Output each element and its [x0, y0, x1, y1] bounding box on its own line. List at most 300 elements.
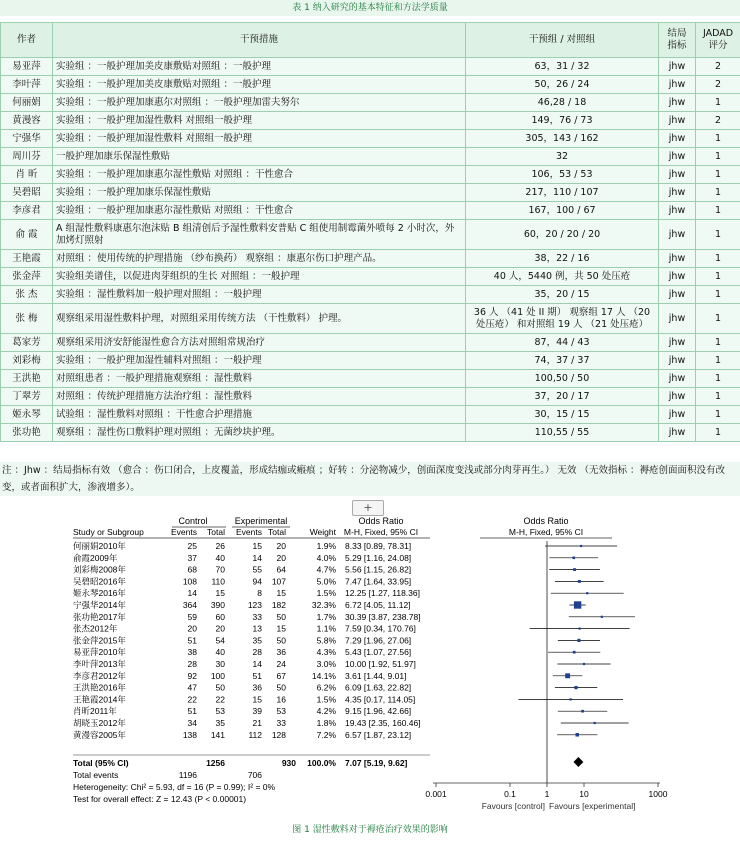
cell-author: 何丽娟: [1, 94, 53, 112]
table-row: [1, 286, 740, 304]
cell-sample: 87，44 / 43: [466, 334, 659, 352]
cell-intervention: 实验组美谱佳，以促进肉芽组织的生长 对照组 ：一般护理: [53, 268, 466, 286]
cell-outcome: jhw: [659, 334, 696, 352]
study-weight: 4.3%: [316, 647, 336, 658]
col-method-right: M-H, Fixed, 95% CI: [508, 527, 584, 537]
study-ci: 5.29 [1.16, 24.08]: [345, 552, 412, 563]
study-weight: 7.2%: [316, 729, 336, 740]
cell-author: 吴碧昭: [1, 184, 53, 202]
cell-author: 黄漫容: [1, 112, 53, 130]
cell-author: 丁翠芳: [1, 388, 53, 406]
control-events: 37: [187, 552, 197, 563]
control-events: 51: [187, 635, 197, 646]
cell-jadad: 1: [696, 250, 740, 268]
control-total: 40: [215, 552, 225, 563]
point-estimate: [570, 698, 572, 700]
experimental-total: 53: [276, 706, 286, 717]
cell-sample: 149，76 / 73: [466, 112, 659, 130]
study-ci: 6.72 [4.05, 11.12]: [345, 600, 411, 610]
control-total: 100: [210, 670, 225, 681]
col-total-experimental: Total: [268, 527, 286, 537]
study-ci: 7.29 [1.96, 27.06]: [345, 635, 412, 646]
point-estimate: [577, 639, 580, 642]
cell-sample: 167，100 / 67: [466, 202, 659, 220]
cell-jadad: 1: [696, 334, 740, 352]
study-ci: 7.59 [0.34, 170.76]: [345, 623, 416, 634]
cell-intervention: 实验组 ：一般护理加康乐保湿性敷贴: [53, 184, 466, 202]
cell-jadad: 1: [696, 424, 740, 442]
forest-marks: [519, 541, 635, 783]
experimental-events: 55: [252, 564, 262, 575]
total-events-control: 1196: [178, 770, 197, 780]
total-weight: 100.0%: [307, 758, 336, 768]
study-weight: 1.5%: [316, 694, 336, 705]
cell-sample: 60，20 / 20 / 20: [466, 220, 659, 250]
control-total: 30: [215, 659, 225, 669]
cell-sample: 305，143 / 162: [466, 130, 659, 148]
control-total: 141: [210, 729, 225, 740]
study-weight: 1.9%: [316, 541, 336, 551]
cell-author: 王洪艳: [1, 370, 53, 388]
cell-jadad: 1: [696, 220, 740, 250]
cell-author: 周川芬: [1, 148, 53, 166]
cell-outcome: jhw: [659, 112, 696, 130]
expand-button[interactable]: +: [352, 500, 384, 516]
study-weight: 4.0%: [316, 552, 336, 563]
study-name: 张功艳2017年: [73, 611, 126, 622]
study-name: 张金萍2015年: [73, 635, 126, 646]
cell-author: 姬永琴: [1, 406, 53, 424]
cell-author: 俞 霞: [1, 220, 53, 250]
cell-sample: 37，20 / 17: [466, 388, 659, 406]
study-name: 胡晓玉2012年: [73, 718, 126, 728]
study-ci: 6.57 [1.87, 23.12]: [345, 729, 412, 740]
point-estimate: [583, 663, 585, 665]
study-weight: 1.1%: [316, 623, 336, 634]
table-row: [1, 304, 740, 334]
total-ci: 7.07 [5.19, 9.62]: [345, 758, 408, 768]
study-ci: 8.33 [0.89, 78.31]: [345, 541, 412, 551]
total-events-label: Total events: [73, 770, 119, 780]
control-events: 47: [187, 682, 197, 693]
cell-jadad: 1: [696, 406, 740, 424]
control-total: 390: [210, 600, 225, 610]
col-events-control: Events: [171, 527, 197, 537]
control-events: 38: [187, 647, 197, 658]
cell-outcome: jhw: [659, 76, 696, 94]
experimental-events: 15: [252, 694, 262, 705]
experimental-events: 15: [252, 541, 262, 551]
experimental-events: 36: [252, 682, 262, 693]
col-study: Study or Subgroup: [73, 527, 144, 537]
overall-effect-text: Test for overall effect: Z = 12.43 (P < 0.00001): [73, 794, 247, 804]
cell-jadad: 1: [696, 268, 740, 286]
experimental-events: 21: [252, 718, 262, 728]
cell-outcome: jhw: [659, 202, 696, 220]
cell-jadad: 2: [696, 58, 740, 76]
cell-jadad: 1: [696, 388, 740, 406]
table-row: [1, 268, 740, 286]
point-estimate: [574, 686, 577, 689]
control-events: 14: [187, 588, 197, 599]
cell-intervention: 实验组 ：一般护理加康惠尔对照组 ：一般护理加雷夫努尔: [53, 94, 466, 112]
cell-sample: 106，53 / 53: [466, 166, 659, 184]
experimental-events: 123: [247, 600, 262, 610]
cell-author: 李叶萍: [1, 76, 53, 94]
cell-sample: 63，31 / 32: [466, 58, 659, 76]
cell-jadad: 1: [696, 202, 740, 220]
experimental-total: 20: [276, 552, 286, 563]
control-events: 25: [187, 541, 197, 551]
study-weight: 5.8%: [316, 635, 336, 646]
control-total: 60: [215, 611, 225, 622]
study-name: 王艳霞2014年: [73, 694, 126, 705]
study-name: 易亚萍2010年: [73, 647, 126, 658]
control-total: 20: [215, 623, 225, 634]
cell-jadad: 1: [696, 94, 740, 112]
table-row: [1, 184, 740, 202]
control-events: 51: [187, 706, 197, 717]
x-tick-label: 1: [544, 789, 550, 799]
study-ci: 30.39 [3.87, 238.78]: [345, 611, 421, 622]
cell-outcome: jhw: [659, 184, 696, 202]
cell-intervention: 一般护理加康乐保湿性敷贴: [53, 148, 466, 166]
cell-intervention: 实验组 ：一般护理加康惠尔湿性敷贴 对照组 ：干性愈合: [53, 166, 466, 184]
cell-outcome: jhw: [659, 388, 696, 406]
control-events: 68: [187, 564, 197, 575]
table-row: [1, 202, 740, 220]
cell-jadad: 1: [696, 352, 740, 370]
cell-author: 宁强华: [1, 130, 53, 148]
experimental-events: 8: [257, 588, 262, 599]
header-outcome: [659, 23, 696, 58]
study-ci: 4.35 [0.17, 114.05]: [345, 694, 416, 705]
cell-author: 肖 昕: [1, 166, 53, 184]
study-ci: 12.25 [1.27, 118.36]: [345, 588, 420, 599]
study-ci: 5.56 [1.15, 26.82]: [345, 564, 412, 575]
cell-jadad: 1: [696, 370, 740, 388]
cell-jadad: 1: [696, 130, 740, 148]
cell-outcome: jhw: [659, 406, 696, 424]
col-odds-ratio-left: Odds Ratio: [358, 516, 404, 526]
header-jadad-line2: 评分: [708, 40, 728, 51]
control-total: 26: [215, 541, 225, 551]
cell-outcome: jhw: [659, 166, 696, 184]
experimental-events: 13: [252, 623, 262, 634]
control-events: 364: [182, 600, 197, 610]
experimental-events: 33: [252, 611, 262, 622]
study-name: 吴碧昭2016年: [73, 576, 126, 587]
study-weight: 4.2%: [316, 706, 336, 717]
point-estimate: [573, 651, 576, 654]
point-estimate: [580, 545, 582, 547]
cell-sample: 38，22 / 16: [466, 250, 659, 268]
cell-sample: 50，26 / 24: [466, 76, 659, 94]
cell-intervention: A 组湿性敷料康惠尔泡沫贴 B 组清创后予湿性敷料安普贴 C 组使用制霉菌外喷每 2 小时次，外加烤灯照射: [53, 220, 466, 250]
table-footnote: 注 ：Jhw ：结局指标有效 （愈合 ：伤口闭合，上皮覆盖，形成结痂或瘢痕 ；好转 ：分泌物减少，创面深度变浅或部分肉芽再生。） 无效 （无效指标 ：褥疮创面面积没有改变，或者面积扩大，渗液增多）。: [0, 462, 740, 496]
study-ci: 3.61 [1.44, 9.01]: [345, 670, 407, 681]
favours-control: Favours [control]: [481, 801, 545, 811]
point-estimate: [572, 557, 575, 560]
cell-sample: 32: [466, 148, 659, 166]
study-ci: 10.00 [1.92, 51.97]: [345, 659, 416, 669]
x-tick-label: 10: [579, 789, 589, 799]
control-events: 92: [187, 670, 197, 681]
header-jadad-line1: JADAD: [702, 28, 734, 39]
total-control: 1256: [206, 758, 225, 768]
x-tick-label: 1000: [648, 789, 668, 799]
control-total: 70: [215, 564, 225, 575]
experimental-events: 14: [252, 659, 262, 669]
study-name: 姬永琴2016年: [73, 588, 126, 599]
cell-author: 葛家芳: [1, 334, 53, 352]
point-estimate: [581, 710, 584, 713]
experimental-events: 94: [252, 576, 262, 587]
control-total: 40: [215, 647, 225, 658]
figure-caption: 图 1 湿性敷料对于褥疮治疗效果的影响: [292, 825, 448, 835]
cell-intervention: 观察组采用湿性敷料护理，对照组采用传统方法 （干性敷料） 护理。: [53, 304, 466, 334]
total-label: Total (95% CI): [73, 758, 129, 768]
study-name: 张杰2012年: [73, 623, 118, 634]
study-name: 肖昕2011年: [73, 706, 117, 717]
experimental-total: 33: [276, 718, 286, 728]
study-name: 李叶萍2013年: [73, 659, 126, 669]
cell-sample: 100,50 / 50: [466, 370, 659, 388]
header-intervention: 干预措施: [53, 23, 466, 58]
experimental-total: 128: [271, 729, 286, 740]
control-total: 15: [215, 588, 225, 599]
x-tick-label: 0.001: [425, 789, 447, 799]
study-weight: 4.7%: [316, 564, 336, 575]
cell-intervention: 对照组 ：使用传统的护理措施 （纱布换药） 观察组 ：康惠尔伤口护理产品。: [53, 250, 466, 268]
experimental-total: 36: [276, 647, 286, 658]
point-estimate: [565, 673, 570, 678]
study-weight: 1.5%: [316, 588, 336, 599]
cell-sample: 40 人，5440 例，共 50 处压疮: [466, 268, 659, 286]
col-method-left: M-H, Fixed, 95% CI: [343, 527, 419, 537]
cell-outcome: jhw: [659, 286, 696, 304]
control-events: 28: [187, 659, 197, 669]
study-characteristics-table: [0, 22, 740, 442]
experimental-total: 67: [276, 670, 286, 681]
study-weight: 1.8%: [316, 718, 336, 728]
x-axis-ticks: [425, 783, 667, 799]
study-name: 刘彩梅2008年: [73, 564, 126, 575]
table-row: [1, 166, 740, 184]
header-outcome-line1: 结局: [667, 28, 687, 39]
study-ci: 5.43 [1.07, 27.56]: [345, 647, 412, 658]
col-odds-ratio-right: Odds Ratio: [523, 516, 569, 526]
table-row: [1, 370, 740, 388]
experimental-events: 39: [252, 706, 262, 717]
control-total: 110: [211, 576, 225, 587]
cell-jadad: 2: [696, 112, 740, 130]
cell-intervention: 对照组 ：传统护理措施方法治疗组 ：湿性敷料: [53, 388, 466, 406]
experimental-total: 50: [276, 611, 286, 622]
experimental-total: 24: [276, 659, 286, 669]
table-row: [1, 58, 740, 76]
control-events: 34: [187, 718, 197, 728]
cell-intervention: 观察组采用济安舒能湿性愈合方法对照组常规治疗: [53, 334, 466, 352]
cell-outcome: jhw: [659, 148, 696, 166]
point-estimate: [601, 616, 603, 618]
point-estimate: [573, 568, 576, 571]
point-estimate: [586, 592, 588, 594]
cell-intervention: 对照组患者 ：一般护理措施观察组 ：湿性敷料: [53, 370, 466, 388]
total-experimental: 930: [281, 758, 296, 768]
cell-author: 张 梅: [1, 304, 53, 334]
cell-intervention: 实验组 ：湿性敷料加一般护理对照组 ：一般护理: [53, 286, 466, 304]
table-header-row: [1, 23, 740, 58]
favours-experimental: Favours [experimental]: [549, 801, 636, 811]
col-events-experimental: Events: [236, 527, 262, 537]
cell-jadad: 1: [696, 166, 740, 184]
x-tick-label: 0.1: [504, 789, 516, 799]
col-group-experimental: Experimental: [234, 516, 288, 526]
experimental-events: 51: [252, 670, 262, 681]
cell-outcome: jhw: [659, 268, 696, 286]
experimental-events: 112: [248, 729, 262, 740]
control-events: 138: [182, 729, 197, 740]
study-ci: 6.09 [1.63, 22.82]: [345, 682, 412, 693]
total-events-experimental: 706: [247, 770, 262, 780]
study-weight: 32.3%: [311, 600, 336, 610]
col-weight: Weight: [309, 527, 336, 537]
cell-outcome: jhw: [659, 370, 696, 388]
cell-jadad: 1: [696, 148, 740, 166]
point-estimate: [578, 628, 580, 630]
cell-outcome: jhw: [659, 250, 696, 268]
study-weight: 5.0%: [316, 576, 336, 587]
cell-intervention: 实验组 ：一般护理加湿性敷料 对照组一般护理: [53, 112, 466, 130]
cell-intervention: 实验组 ：一般护理加美皮康敷贴对照组 ：一般护理: [53, 76, 466, 94]
cell-jadad: 2: [696, 76, 740, 94]
cell-sample: 74，37 / 37: [466, 352, 659, 370]
cell-jadad: 1: [696, 286, 740, 304]
forest-plot: [0, 515, 740, 815]
point-estimate: [578, 580, 581, 583]
control-total: 22: [215, 694, 225, 705]
cell-intervention: 实验组 ：一般护理加康惠尔湿性敷贴 对照组 ：干性愈合: [53, 202, 466, 220]
cell-jadad: 1: [696, 304, 740, 334]
cell-jadad: 1: [696, 184, 740, 202]
cell-intervention: 实验组 ：一般护理加湿性辅料对照组 ：一般护理: [53, 352, 466, 370]
experimental-total: 50: [276, 682, 286, 693]
study-weight: 14.1%: [311, 670, 336, 681]
table-row: [1, 388, 740, 406]
cell-intervention: 试验组 ：湿性敷料对照组 ：干性愈合护理措施: [53, 406, 466, 424]
table-row: [1, 250, 740, 268]
table-row: [1, 220, 740, 250]
study-weight: 6.2%: [316, 682, 336, 693]
cell-sample: 110,55 / 55: [466, 424, 659, 442]
heterogeneity-text: Heterogeneity: Chi² = 5.93, df = 16 (P = 0.99); I² = 0%: [73, 782, 276, 792]
cell-author: 张 杰: [1, 286, 53, 304]
table-row: [1, 94, 740, 112]
control-events: 22: [187, 694, 197, 705]
header-outcome-line2: 指标: [667, 40, 687, 51]
control-total: 50: [215, 682, 225, 693]
cell-sample: 46,28 / 18: [466, 94, 659, 112]
cell-author: 王艳霞: [1, 250, 53, 268]
experimental-total: 107: [271, 576, 286, 587]
cell-author: 易亚萍: [1, 58, 53, 76]
experimental-total: 64: [276, 564, 286, 575]
cell-outcome: jhw: [659, 94, 696, 112]
table-title: 表 1 纳入研究的基本特征和方法学质量: [0, 0, 740, 16]
control-events: 20: [187, 623, 197, 634]
header-sample: 干预组 / 对照组: [466, 23, 659, 58]
study-rows: [73, 541, 421, 740]
point-estimate: [576, 733, 579, 736]
experimental-total: 15: [276, 623, 286, 634]
col-total-control: Total: [207, 527, 225, 537]
cell-sample: 36 人 （41 处 II 期） 观察组 17 人 （20 处压疮） 和对照组 19 人 （21 处压疮）: [466, 304, 659, 334]
experimental-total: 20: [276, 541, 286, 551]
study-name: 王洪艳2016年: [73, 682, 126, 693]
table-row: [1, 76, 740, 94]
cell-outcome: jhw: [659, 424, 696, 442]
table-row: [1, 406, 740, 424]
experimental-events: 28: [252, 647, 262, 658]
header-author: 作者: [1, 23, 53, 58]
experimental-events: 35: [252, 635, 262, 646]
cell-outcome: jhw: [659, 130, 696, 148]
study-ci: 7.47 [1.64, 33.95]: [345, 576, 412, 587]
experimental-total: 15: [276, 588, 286, 599]
study-name: 何丽娟2010年: [73, 541, 126, 551]
table-row: [1, 112, 740, 130]
table-row: [1, 334, 740, 352]
header-jadad: [696, 23, 740, 58]
cell-outcome: jhw: [659, 304, 696, 334]
cell-outcome: jhw: [659, 58, 696, 76]
cell-sample: 35，20 / 15: [466, 286, 659, 304]
study-name: 宁强华2014年: [73, 600, 126, 610]
control-events: 59: [187, 611, 197, 622]
experimental-total: 182: [271, 600, 286, 610]
control-total: 53: [215, 706, 225, 717]
pooled-diamond: [573, 757, 583, 767]
study-weight: 3.0%: [316, 659, 336, 669]
control-events: 108: [182, 576, 197, 587]
cell-author: 刘彩梅: [1, 352, 53, 370]
experimental-total: 50: [276, 635, 286, 646]
study-ci: 9.15 [1.96, 42.66]: [345, 706, 412, 717]
cell-author: 李彦君: [1, 202, 53, 220]
cell-sample: 217，110 / 107: [466, 184, 659, 202]
study-name: 李彦君2012年: [73, 670, 126, 681]
cell-outcome: jhw: [659, 220, 696, 250]
table-row: [1, 130, 740, 148]
study-name: 黄漫容2005年: [73, 729, 126, 740]
cell-outcome: jhw: [659, 352, 696, 370]
col-group-control: Control: [178, 516, 208, 526]
cell-author: 张金萍: [1, 268, 53, 286]
point-estimate: [574, 601, 581, 608]
point-estimate: [594, 722, 596, 724]
cell-intervention: 观察组 ：湿性伤口敷料护理对照组 ：无菌纱块护理。: [53, 424, 466, 442]
study-name: 俞霞2009年: [73, 552, 118, 563]
study-ci: 19.43 [2.35, 160.46]: [345, 718, 421, 728]
experimental-events: 14: [252, 552, 262, 563]
table-row: [1, 148, 740, 166]
cell-intervention: 实验组 ：一般护理加美皮康敷贴对照组 ：一般护理: [53, 58, 466, 76]
cell-author: 张功艳: [1, 424, 53, 442]
control-total: 54: [215, 635, 225, 646]
table-row: [1, 352, 740, 370]
experimental-total: 16: [276, 694, 286, 705]
